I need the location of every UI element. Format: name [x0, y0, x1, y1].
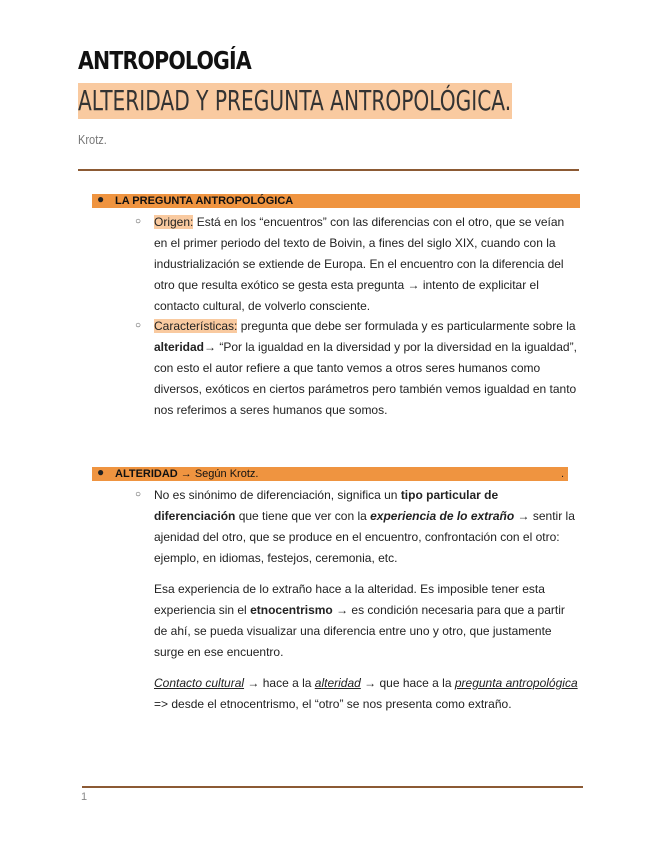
- bottom-divider: [82, 786, 583, 788]
- document-title: ANTROPOLOGÍA: [78, 46, 251, 75]
- section-heading-alteridad: [92, 467, 568, 481]
- text-run: → es condición necesaria para que a partir de ahí, se pueda visualizar una diferencia entre uno y otro, que justamente surge en ese encuentro.: [154, 603, 565, 659]
- etnocentrismo-paragraph: [154, 579, 579, 663]
- section-heading-text: [115, 468, 258, 480]
- alteridad-heading-rest: → Según Krotz.: [177, 468, 259, 480]
- text-run: → sentir la ajenidad del otro, que se produce en el encuentro, confrontación con el otro: ejemplo, en idiomas, festejos, ceremonia, etc.: [154, 509, 575, 565]
- underlined-term: pregunta antropológica: [454, 676, 578, 690]
- origen-label: Origen:: [154, 215, 194, 229]
- text-run: → que hace a la: [360, 676, 455, 690]
- underlined-term: alteridad: [314, 676, 361, 690]
- author-line: Krotz.: [78, 132, 107, 147]
- contacto-cultural-paragraph: [154, 673, 579, 715]
- caracteristicas-label: Características:: [154, 319, 238, 333]
- bold-term: etnocentrismo: [250, 603, 333, 617]
- circle-bullet-icon: ○: [135, 489, 142, 500]
- underlined-term: Contacto cultural: [154, 676, 245, 690]
- heading-trailing-dot: .: [560, 468, 564, 480]
- section-heading-text: LA PREGUNTA ANTROPOLÓGICA: [115, 195, 294, 207]
- alteridad-definition: [154, 485, 579, 569]
- bullet-icon: ●: [97, 465, 105, 479]
- section-heading-pregunta: [92, 194, 580, 208]
- bold-italic-term: experiencia de lo extraño: [370, 509, 515, 523]
- alteridad-heading: ALTERIDAD: [115, 468, 178, 480]
- alteridad-term: alteridad: [154, 340, 205, 354]
- origen-paragraph: [154, 212, 579, 317]
- document-subtitle: [78, 83, 512, 119]
- bold-term: tipo particular de diferenciación: [154, 488, 499, 523]
- circle-bullet-icon: ○: [135, 320, 142, 331]
- text-run: Esa experiencia de lo extraño hace a la alteridad. Es imposible tener esta experiencia sin el: [154, 582, 545, 617]
- top-divider: [78, 169, 579, 171]
- origen-text: Está en los “encuentros” con las diferencias con el otro, que se veían en el primer periodo del texto de Boivin, a fines del siglo XIX, cuando con la industrialización se extiende de Europa. En el encuentro con la diferencia del otro que resulta exótico se gesta esta pregunta → intento de explicitar el contacto cultural, de volverlo consciente.: [154, 215, 565, 313]
- circle-bullet-icon: ○: [135, 216, 142, 227]
- page-number: 1: [81, 791, 88, 803]
- caracteristicas-paragraph: [154, 316, 579, 421]
- text-run: que tiene que ver con la: [235, 509, 371, 523]
- text-run: => desde el etnocentrismo, el “otro” se nos presenta como extraño.: [154, 697, 512, 711]
- text-run: No es sinónimo de diferenciación, significa un: [154, 488, 401, 502]
- caracteristicas-text-b: → “Por la igualdad en la diversidad y por la diversidad en la igualdad”, con esto el autor refiere a que tanto vemos a otros seres humanos como diversos, exóticos en ciertos parámetros pero también vemos igualdad en tanto nos referimos a seres humanos que somos.: [154, 340, 577, 417]
- bullet-icon: ●: [97, 192, 105, 206]
- caracteristicas-text-a: pregunta que debe ser formulada y es particularmente sobre la: [237, 319, 576, 333]
- document-subtitle-text: ALTERIDAD Y PREGUNTA ANTROPOLÓGICA.: [78, 84, 512, 117]
- text-run: → hace a la: [244, 676, 315, 690]
